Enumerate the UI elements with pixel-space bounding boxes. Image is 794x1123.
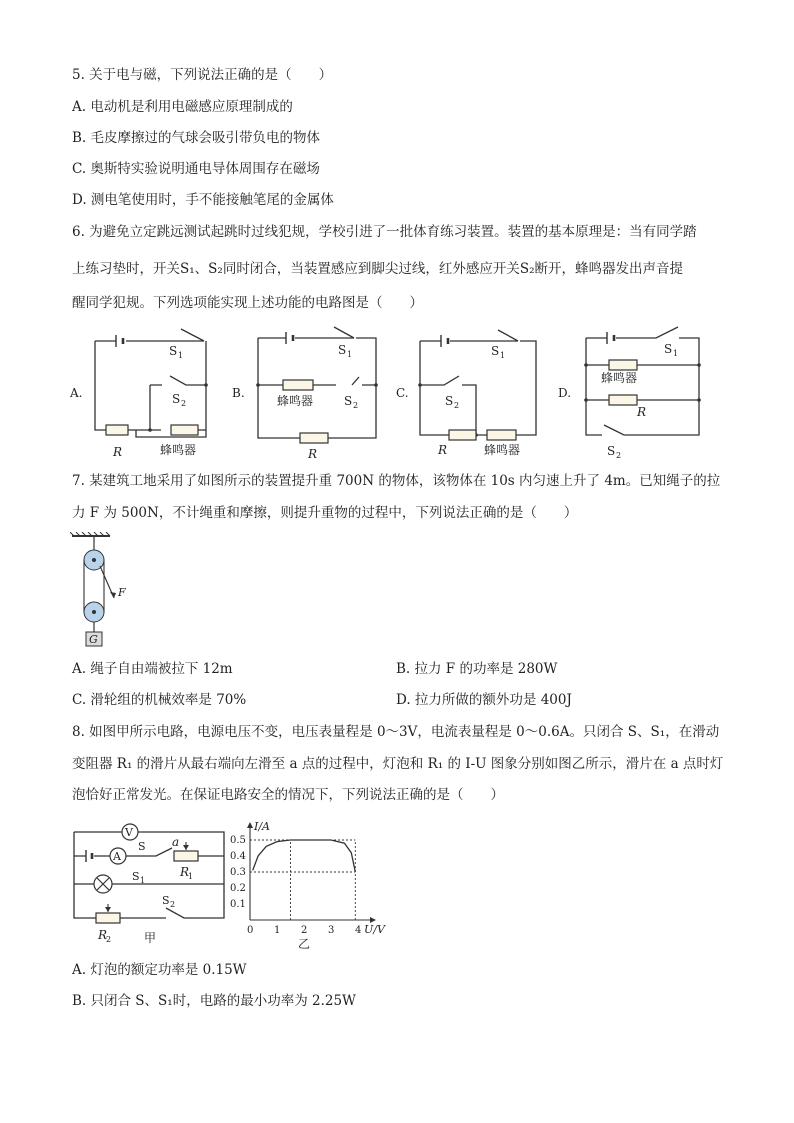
q8-s-label: S xyxy=(138,840,146,853)
q6-option-d-letter: D. xyxy=(558,386,572,400)
q6-stem-line-2: 上练习垫时，开关S₁、S₂同时闭合，当装置感应到脚尖过线，红外感应开关S₂断开，蜂鸣器发出声音提 xyxy=(72,261,683,277)
q8-ammeter-label: A xyxy=(113,850,121,863)
q6c-s2-sub: 2 xyxy=(454,401,460,410)
q6d-s2-label: S xyxy=(607,444,616,458)
q5-option-b: B. 毛皮摩擦过的气球会吸引带负电的物体 xyxy=(72,130,321,146)
q8-s2-sub: 2 xyxy=(170,900,176,909)
q8-stem-line-3: 泡恰好正常发光。在保证电路安全的情况下，下列说法正确的是（ ） xyxy=(72,787,504,803)
y-tick-label: 0.1 xyxy=(230,899,246,910)
q6b-s2-label: S xyxy=(344,394,353,408)
q8-r1-label: R xyxy=(180,865,190,879)
q6-circuit-b xyxy=(232,327,378,461)
series-line-0 xyxy=(253,840,356,872)
q7-option-a: A. 绳子自由端被拉下 12m xyxy=(72,661,233,677)
q5-option-d: D. 测电笔使用时，手不能接触笔尾的金属体 xyxy=(72,192,334,208)
q6a-s2-sub: 2 xyxy=(181,399,187,408)
y-tick-label: 0.5 xyxy=(230,835,246,846)
chart-guides xyxy=(250,840,355,920)
q6-option-c-letter: C. xyxy=(396,386,409,400)
q6c-buzzer-label: 蜂鸣器 xyxy=(484,443,521,457)
q6a-s1-label: S xyxy=(169,344,178,358)
q6-option-a-letter: A. xyxy=(70,386,83,400)
q7-stem-line-2: 力 F 为 500N，不计绳重和摩擦，则提升重物的过程中，下列说法正确的是（ ） xyxy=(72,505,578,521)
q6d-r-label: R xyxy=(637,405,647,419)
q6-stem-line-3: 醒同学犯规。下列选项能实现上述功能的电路图是（ ） xyxy=(72,295,423,311)
q6-circuit-options xyxy=(66,325,716,465)
q6-circuit-c xyxy=(396,330,536,457)
y-axis-arrow xyxy=(247,822,253,828)
q7-option-d: D. 拉力所做的额外功是 400J xyxy=(396,692,572,708)
q6c-s1-label: S xyxy=(491,344,500,358)
y-tick-label: 0.4 xyxy=(230,851,246,862)
q8-r1-sub: 1 xyxy=(188,872,194,881)
q8-r2-sub: 2 xyxy=(106,935,112,944)
q8-s1-sub: 1 xyxy=(140,876,146,885)
q7-pulley-figure xyxy=(70,532,140,650)
q7-stem-line-1: 7. 某建筑工地采用了如图所示的装置提升重 700N 的物体，该物体在 10s 内匀速上升了 4m。已知绳子的拉 xyxy=(72,473,721,489)
chart-y-axis-label: I/A xyxy=(254,820,270,833)
x-tick-label: 3 xyxy=(328,925,335,936)
q8-r2-label: R xyxy=(98,928,108,942)
q8-stem-line-2: 变阻器 R₁ 的滑片从最右端向左滑至 a 点的过程中，灯泡和 R₁ 的 I-U 图象分别如图乙所示，滑片在 a 点时灯 xyxy=(72,756,724,772)
q5-option-c: C. 奥斯特实验说明通电导体周围存在磁场 xyxy=(72,161,320,177)
x-tick-label: 0 xyxy=(247,925,254,936)
q6-circuit-d xyxy=(558,327,701,460)
q6a-s2-label: S xyxy=(172,392,181,406)
y-tick-label: 0.3 xyxy=(230,867,246,878)
q6c-r-label: R xyxy=(438,443,448,457)
q8-iu-chart xyxy=(228,818,398,953)
chart-x-axis-label: U/V xyxy=(364,923,385,936)
q6b-r-label: R xyxy=(308,447,318,461)
q6d-s1-label: S xyxy=(664,342,673,356)
q6c-s2-label: S xyxy=(445,394,454,408)
q6b-s2-sub: 2 xyxy=(353,401,359,410)
q5-option-a: A. 电动机是利用电磁感应原理制成的 xyxy=(72,99,293,115)
q6d-s2-sub: 2 xyxy=(616,451,622,460)
q6a-s1-sub: 1 xyxy=(178,351,184,360)
x-tick-label: 1 xyxy=(274,925,281,936)
q7-option-b: B. 拉力 F 的功率是 280W xyxy=(396,661,558,677)
q7-force-label: F xyxy=(118,586,126,599)
chart-series xyxy=(253,840,356,872)
q6a-buzzer-label: 蜂鸣器 xyxy=(160,443,197,457)
q7-weight-label: G xyxy=(89,633,98,646)
q6b-s1-sub: 1 xyxy=(347,350,353,359)
y-tick-label: 0.2 xyxy=(230,883,246,894)
q8-circuit-jia xyxy=(70,812,230,952)
q6-stem-line-1: 6. 为避免立定跳远测试起跳时过线犯规，学校引进了一批体育练习装置。装置的基本原理是：当有同学踏 xyxy=(72,224,697,240)
x-tick-label: 4 xyxy=(355,925,362,936)
q6-circuit-a xyxy=(69,329,208,459)
q6a-r-label: R xyxy=(113,445,123,459)
chart-axes xyxy=(247,822,376,923)
q5-stem: 5. 关于电与磁，下列说法正确的是（ ） xyxy=(72,67,333,83)
q6d-s1-sub: 1 xyxy=(673,349,679,358)
q8-option-b: B. 只闭合 S、S₁时，电路的最小功率为 2.25W xyxy=(72,993,356,1009)
q8-s1-label: S xyxy=(132,870,140,883)
q8-s2-label: S xyxy=(162,894,170,907)
q8-voltmeter-label: V xyxy=(125,826,133,839)
q6-option-b-letter: B. xyxy=(232,386,245,400)
q6d-buzzer-label: 蜂鸣器 xyxy=(601,371,638,385)
q8-option-a: A. 灯泡的额定功率是 0.15W xyxy=(72,962,247,978)
q6b-buzzer-label: 蜂鸣器 xyxy=(277,394,314,408)
q6c-s1-sub: 1 xyxy=(500,351,506,360)
q8-a-label: a xyxy=(172,835,180,849)
q8-stem-line-1: 8. 如图甲所示电路，电源电压不变，电压表量程是 0～3V，电流表量程是 0～0.6A。只闭合 S、S₁，在滑动 xyxy=(72,724,720,740)
q6b-s1-label: S xyxy=(338,343,347,357)
chart-title: 乙 xyxy=(298,937,311,951)
q7-option-c: C. 滑轮组的机械效率是 70% xyxy=(72,692,247,708)
x-tick-label: 2 xyxy=(301,925,308,936)
q8-circuit-caption: 甲 xyxy=(144,931,157,945)
